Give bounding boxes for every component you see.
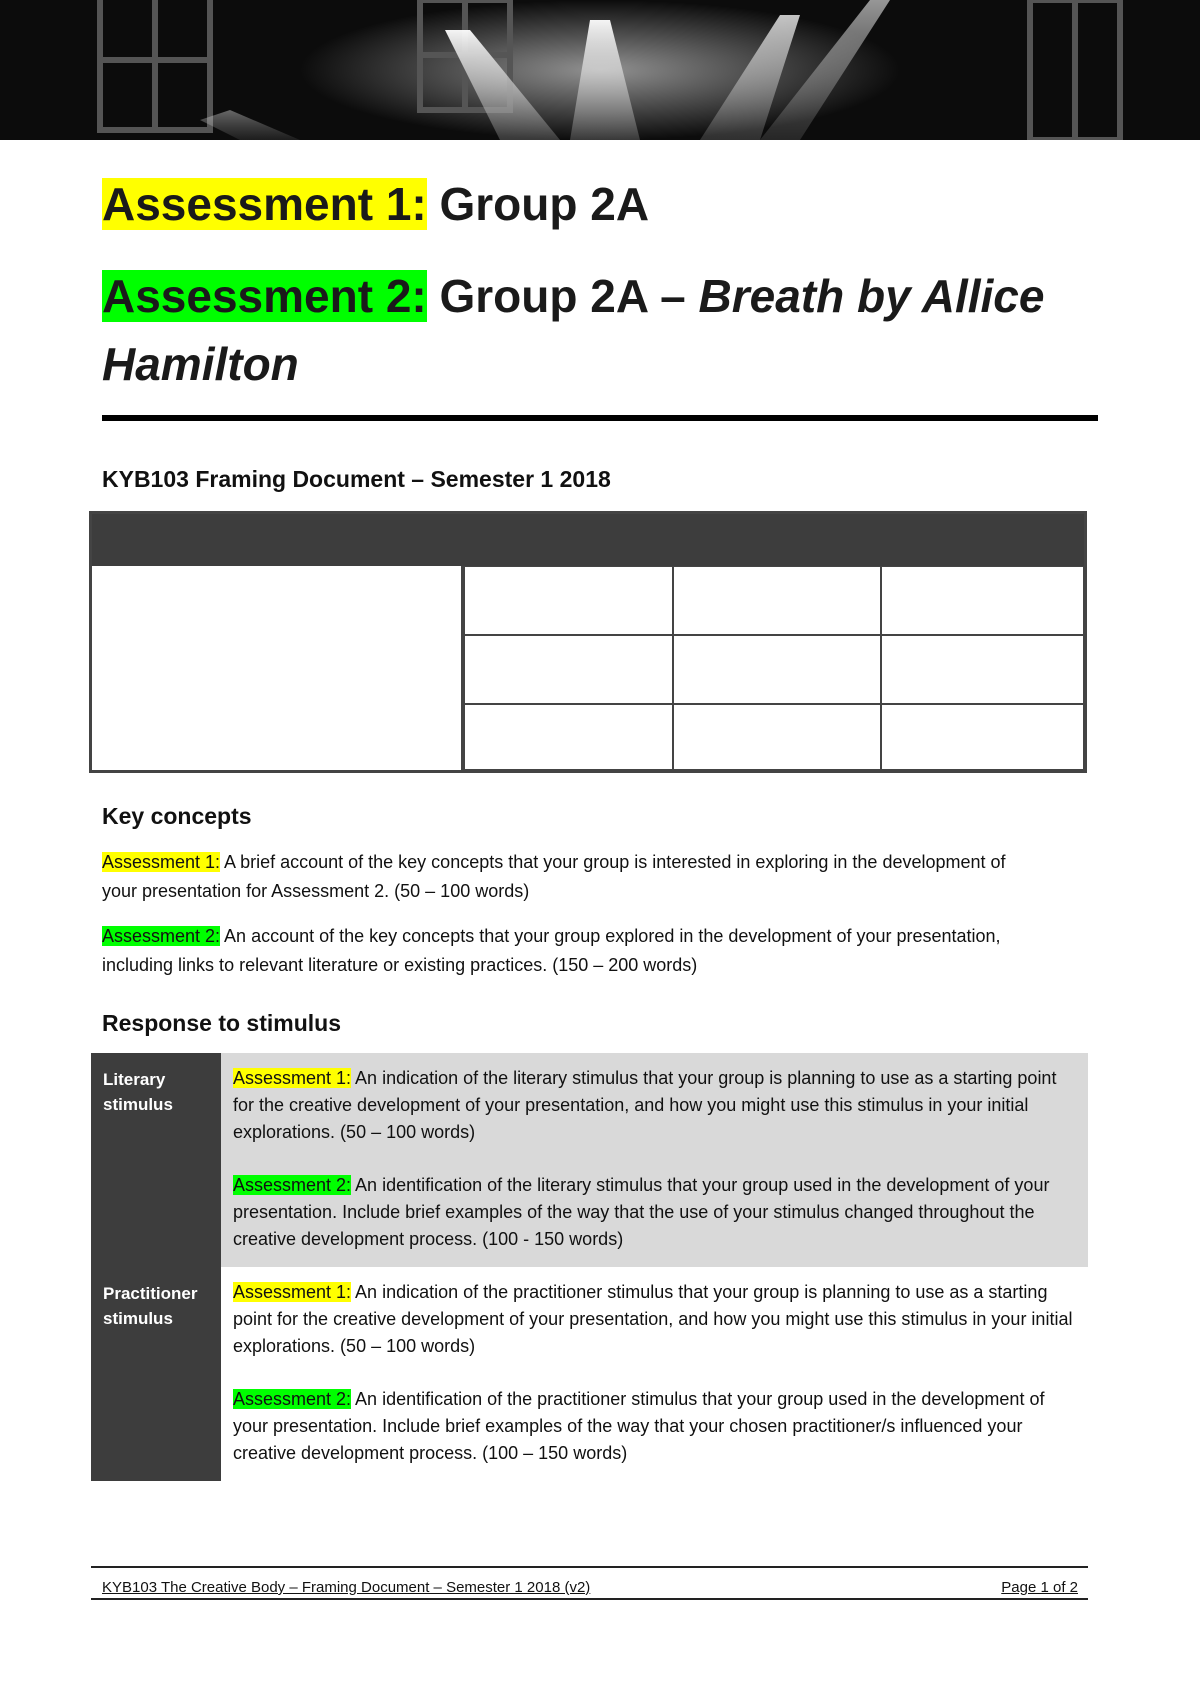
literary-stimulus-body (221, 1053, 1088, 1267)
key-concepts-a2-text: An account of the key concepts that your group explored in the development of your presentation, including links to relevant literature or existing practices. (150 – 200 words) (102, 926, 1001, 975)
table-cell[interactable] (464, 635, 673, 704)
practitioner-assessment-1 (233, 1279, 1076, 1360)
table-cell[interactable] (881, 704, 1084, 770)
practitioner-stimulus-body (221, 1267, 1088, 1481)
practitioner-a1-text: An indication of the practitioner stimulus that your group is planning to use as a starting point for the creative development of your presentation, and how you might use this stimulus in your initial explorations. (50 – 100 words) (233, 1282, 1073, 1356)
table-cell[interactable] (673, 635, 881, 704)
literary-a2-text: An identification of the literary stimulus that your group used in the development of your presentation. Include brief examples of the way that the use of your stimulus changed throughout the creative development process. (100 - 150 words) (233, 1175, 1050, 1249)
footer-rule-top (91, 1566, 1088, 1568)
response-table (91, 1053, 1088, 1481)
assessment-2-label: Assessment 2: (102, 926, 221, 946)
table-cell[interactable] (464, 566, 673, 635)
table-cell[interactable] (881, 635, 1084, 704)
footer-page-number: Page 1 of 2 (1001, 1579, 1078, 1596)
literary-assessment-2 (233, 1172, 1076, 1253)
key-concepts-a1-text: A brief account of the key concepts that your group is interested in exploring in the development of your presentation for Assessment 2. (50 – 100 words) (102, 852, 1006, 901)
response-heading: Response to stimulus (102, 1010, 341, 1036)
assessment-2-label: Assessment 2: (233, 1389, 352, 1409)
key-concepts-heading: Key concepts (102, 803, 252, 829)
title-assessment-2 (102, 262, 1102, 398)
assessment-2-label: Assessment 2: (233, 1175, 352, 1195)
assessment-1-label: Assessment 1: (233, 1068, 352, 1088)
practitioner-assessment-2 (233, 1386, 1076, 1467)
assessment-2-label: Assessment 2: (102, 270, 427, 322)
practitioner-a2-text: An identification of the practitioner stimulus that your group used in the development of your presentation. Include brief examples of the way that your chosen practitioner/s influenced your creative development process. (100 – 150 words) (233, 1389, 1045, 1463)
assessment-1-label: Assessment 1: (102, 178, 427, 230)
assessment-1-label: Assessment 1: (102, 852, 221, 872)
assessment-2-group: Group 2A – (426, 270, 699, 322)
table-cell[interactable] (673, 566, 881, 635)
table-header-row (92, 514, 1084, 566)
stage-lights-image (0, 0, 1200, 140)
title-divider (102, 415, 1098, 421)
footer-document-title: KYB103 The Creative Body – Framing Document – Semester 1 2018 (v2) (102, 1579, 591, 1596)
assessment-2-play: Breath by Allice Hamilton (102, 270, 1045, 390)
literary-a1-text: An indication of the literary stimulus that your group is planning to use as a starting point for the creative development of your presentation, and how you might use this stimulus in your initial explorations. (50 – 100 words) (233, 1068, 1057, 1142)
literary-stimulus-label: Literary stimulus (91, 1053, 221, 1267)
table-cell[interactable] (92, 566, 464, 770)
title-assessment-1 (102, 174, 649, 234)
practitioner-stimulus-label: Practitioner stimulus (91, 1267, 221, 1481)
header-banner-image (0, 0, 1200, 140)
assessment-1-group: Group 2A (426, 178, 650, 230)
literary-assessment-1 (233, 1065, 1076, 1146)
key-concepts-assessment-2 (102, 922, 1032, 980)
group-info-table (89, 511, 1087, 773)
assessment-1-label: Assessment 1: (233, 1282, 352, 1302)
footer-rule-bottom (91, 1598, 1088, 1600)
table-cell[interactable] (881, 566, 1084, 635)
table-cell[interactable] (673, 704, 881, 770)
table-cell[interactable] (464, 704, 673, 770)
key-concepts-assessment-1 (102, 848, 1032, 906)
document-subtitle: KYB103 Framing Document – Semester 1 2018 (102, 466, 611, 492)
